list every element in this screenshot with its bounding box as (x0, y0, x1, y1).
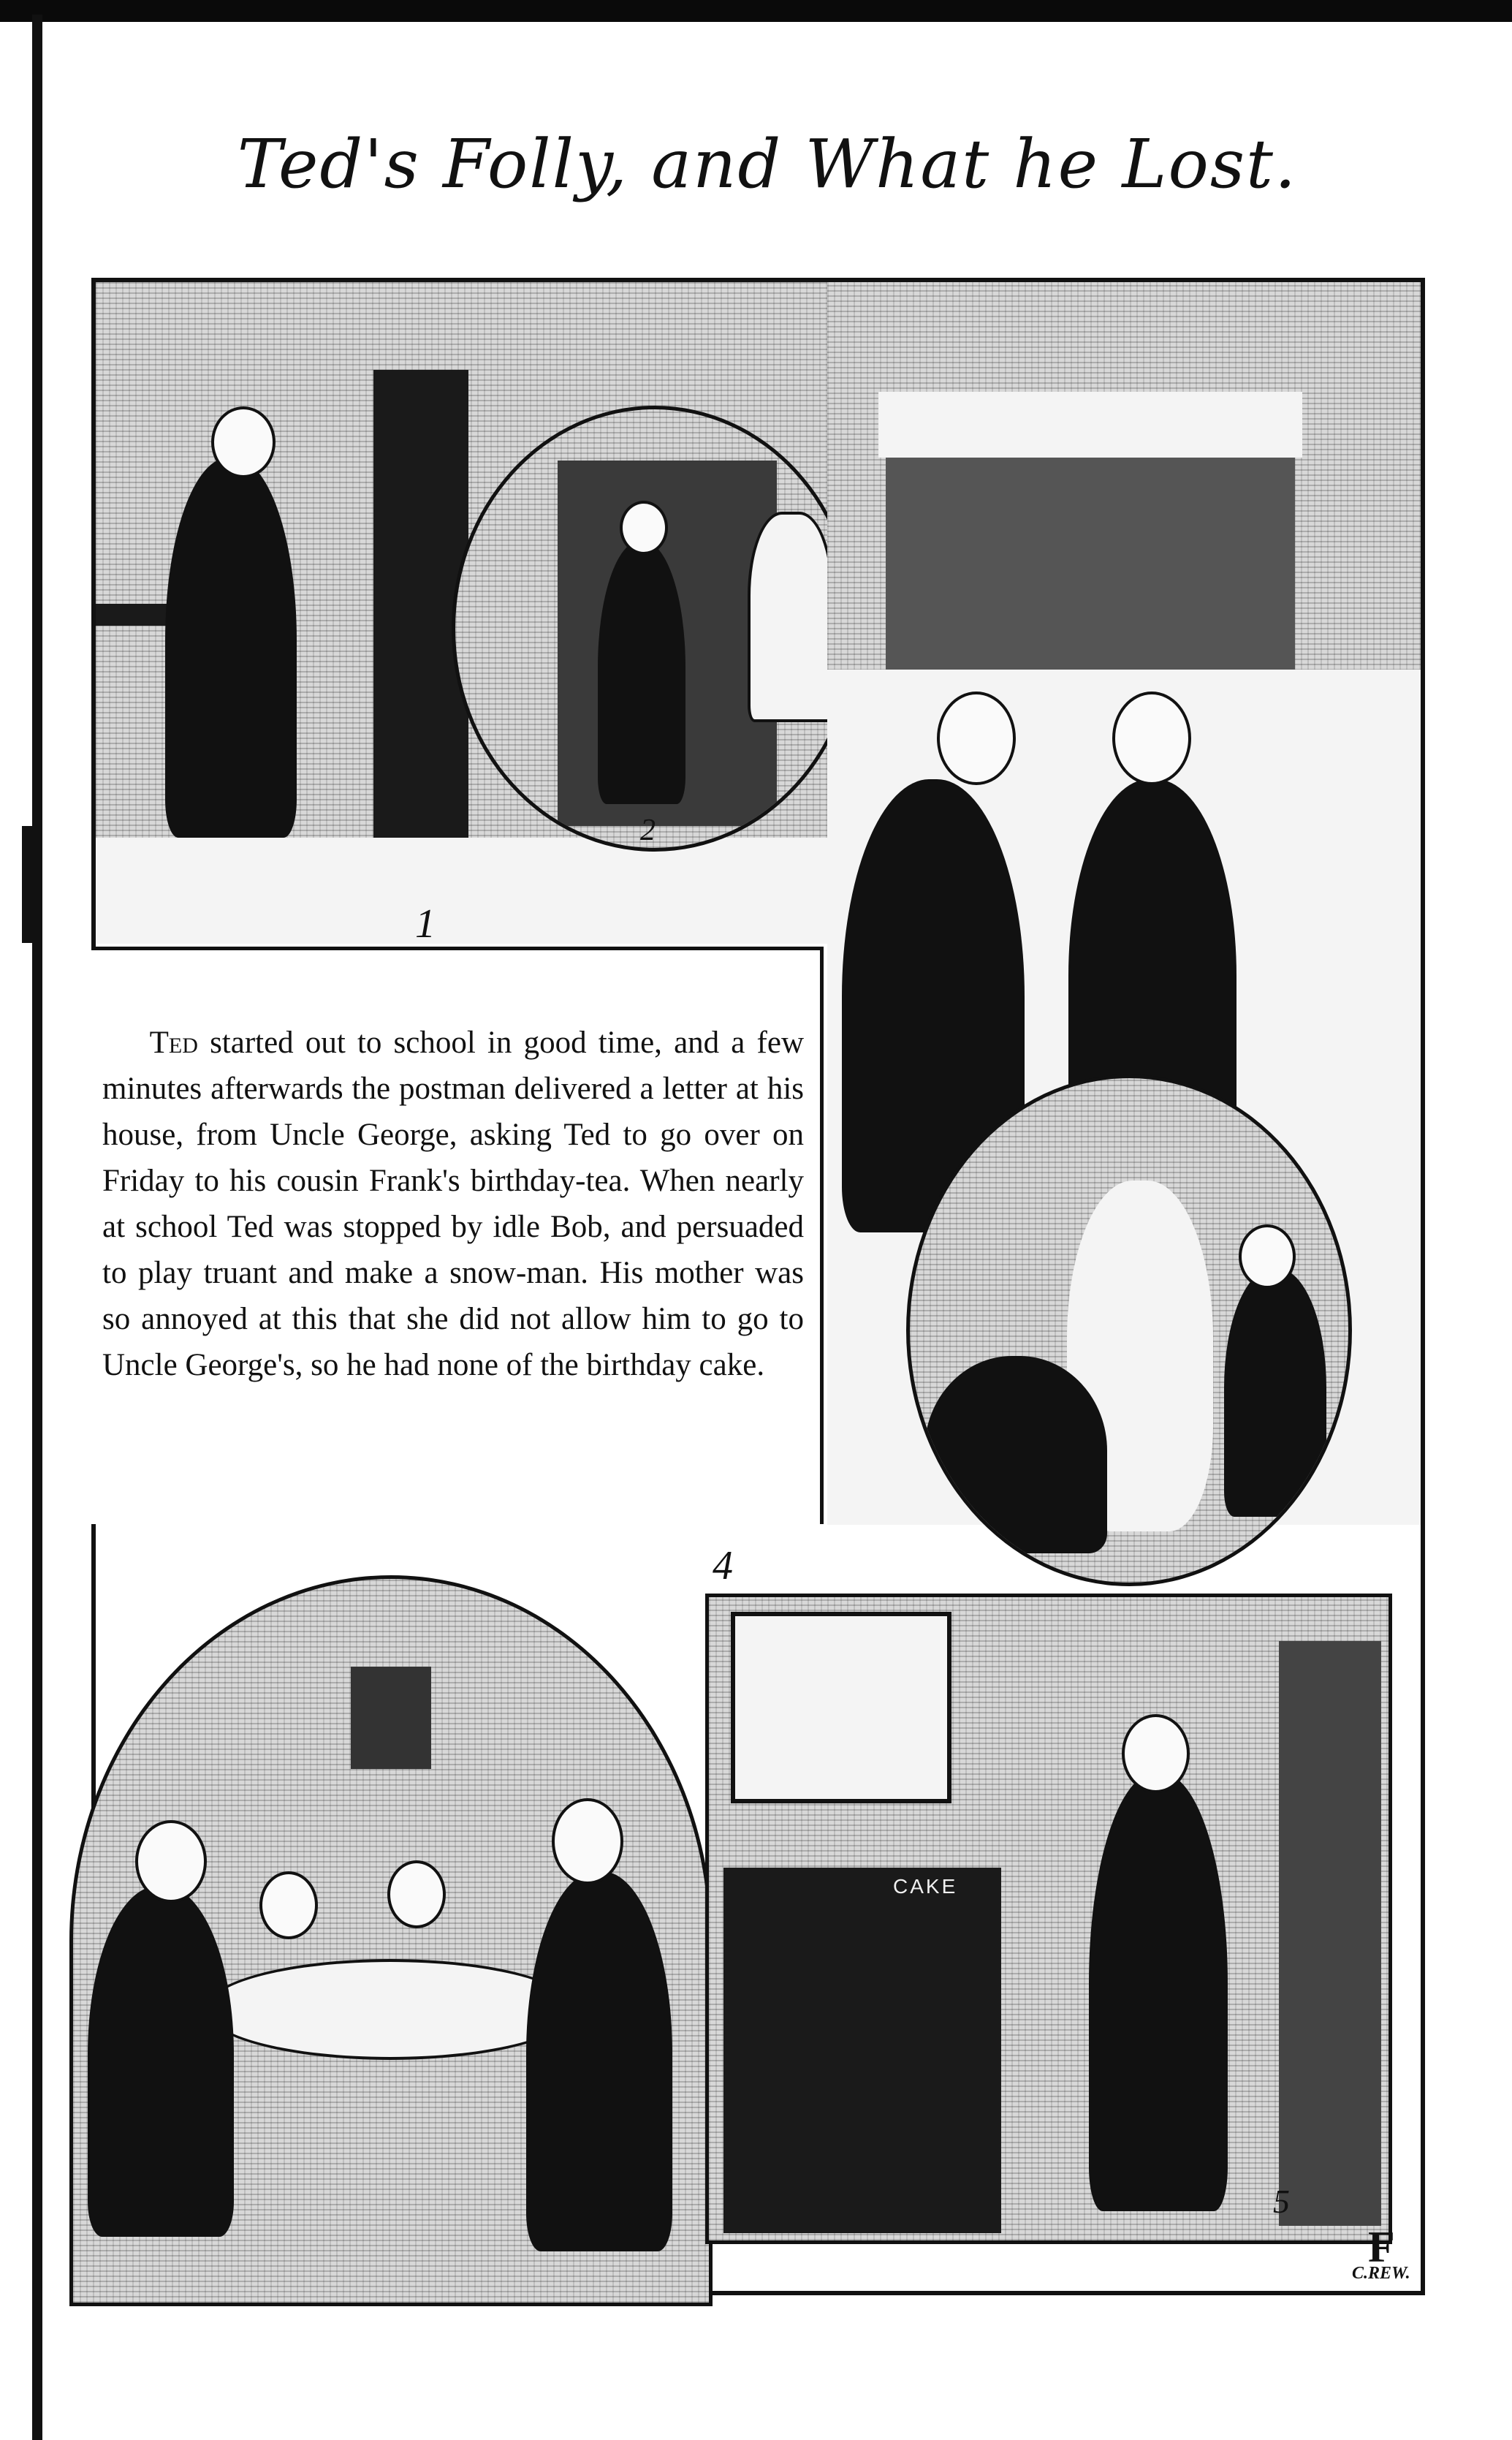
page-title: Ted's Folly, and What he Lost. (237, 125, 1298, 203)
child-head-2 (387, 1860, 446, 1928)
panel-number-1: 1 (415, 901, 436, 947)
left-border-rule (32, 15, 42, 2440)
ted-figure (165, 458, 297, 838)
schoolhouse (886, 450, 1295, 670)
panel-number-2: 2 (640, 814, 656, 847)
bob-head (1112, 692, 1191, 785)
wall-picture (351, 1667, 431, 1769)
boy-building-snowman (924, 1356, 1107, 1553)
ted-figure-3 (1089, 1773, 1228, 2211)
panel-5-illustration (705, 1594, 1392, 2244)
panel-number-4: 4 (713, 1543, 733, 1588)
story-lead-word: Ted (149, 1026, 198, 1060)
top-border-rule (0, 0, 1512, 22)
story-body: started out to school in good time, and a few minutes afterwards the postman delivered a letter at his house, from Uncle George, asking Ted to go over on Friday to his cousin Frank's birthday-tea. When nearly at school Ted was stopped by idle Bob, and persuaded to play truant and make a snow-man. His mother was so annoyed at this that she did not allow him to go to Uncle George's, so he had none of the birthday cake. (102, 1026, 805, 1382)
schoolhouse-roof (878, 392, 1302, 458)
maid-figure (748, 512, 834, 722)
snowman-vignette (906, 1075, 1352, 1586)
story-text (102, 1020, 804, 1531)
snowy-ground (96, 838, 856, 944)
bob-at-snowman (1224, 1268, 1326, 1517)
tea-table (205, 1959, 576, 2060)
door (1279, 1641, 1381, 2226)
panel-2-postman-vignette (452, 406, 857, 852)
sideboard (723, 1868, 1001, 2233)
artist-signature: C.REW. (1352, 2264, 1410, 2283)
child-head-1 (259, 1871, 318, 1939)
window (731, 1612, 951, 1803)
ted-head-2 (937, 692, 1016, 785)
panel-4-birthday-tea-vignette (69, 1575, 713, 2306)
panel-number-5: 5 (1273, 2183, 1290, 2220)
artist-monogram: F (1368, 2223, 1395, 2271)
ted-head (211, 406, 276, 478)
mother-head (552, 1798, 623, 1884)
postman-figure (598, 541, 685, 804)
ted-head-3 (1122, 1714, 1190, 1793)
uncle-george-head (135, 1820, 207, 1903)
mother-figure (526, 1871, 672, 2251)
postman-head (620, 501, 668, 555)
uncle-george-figure (88, 1886, 234, 2237)
cake-label: CAKE (893, 1875, 958, 1898)
left-border-notch (22, 826, 35, 943)
bob-head-2 (1239, 1224, 1296, 1289)
